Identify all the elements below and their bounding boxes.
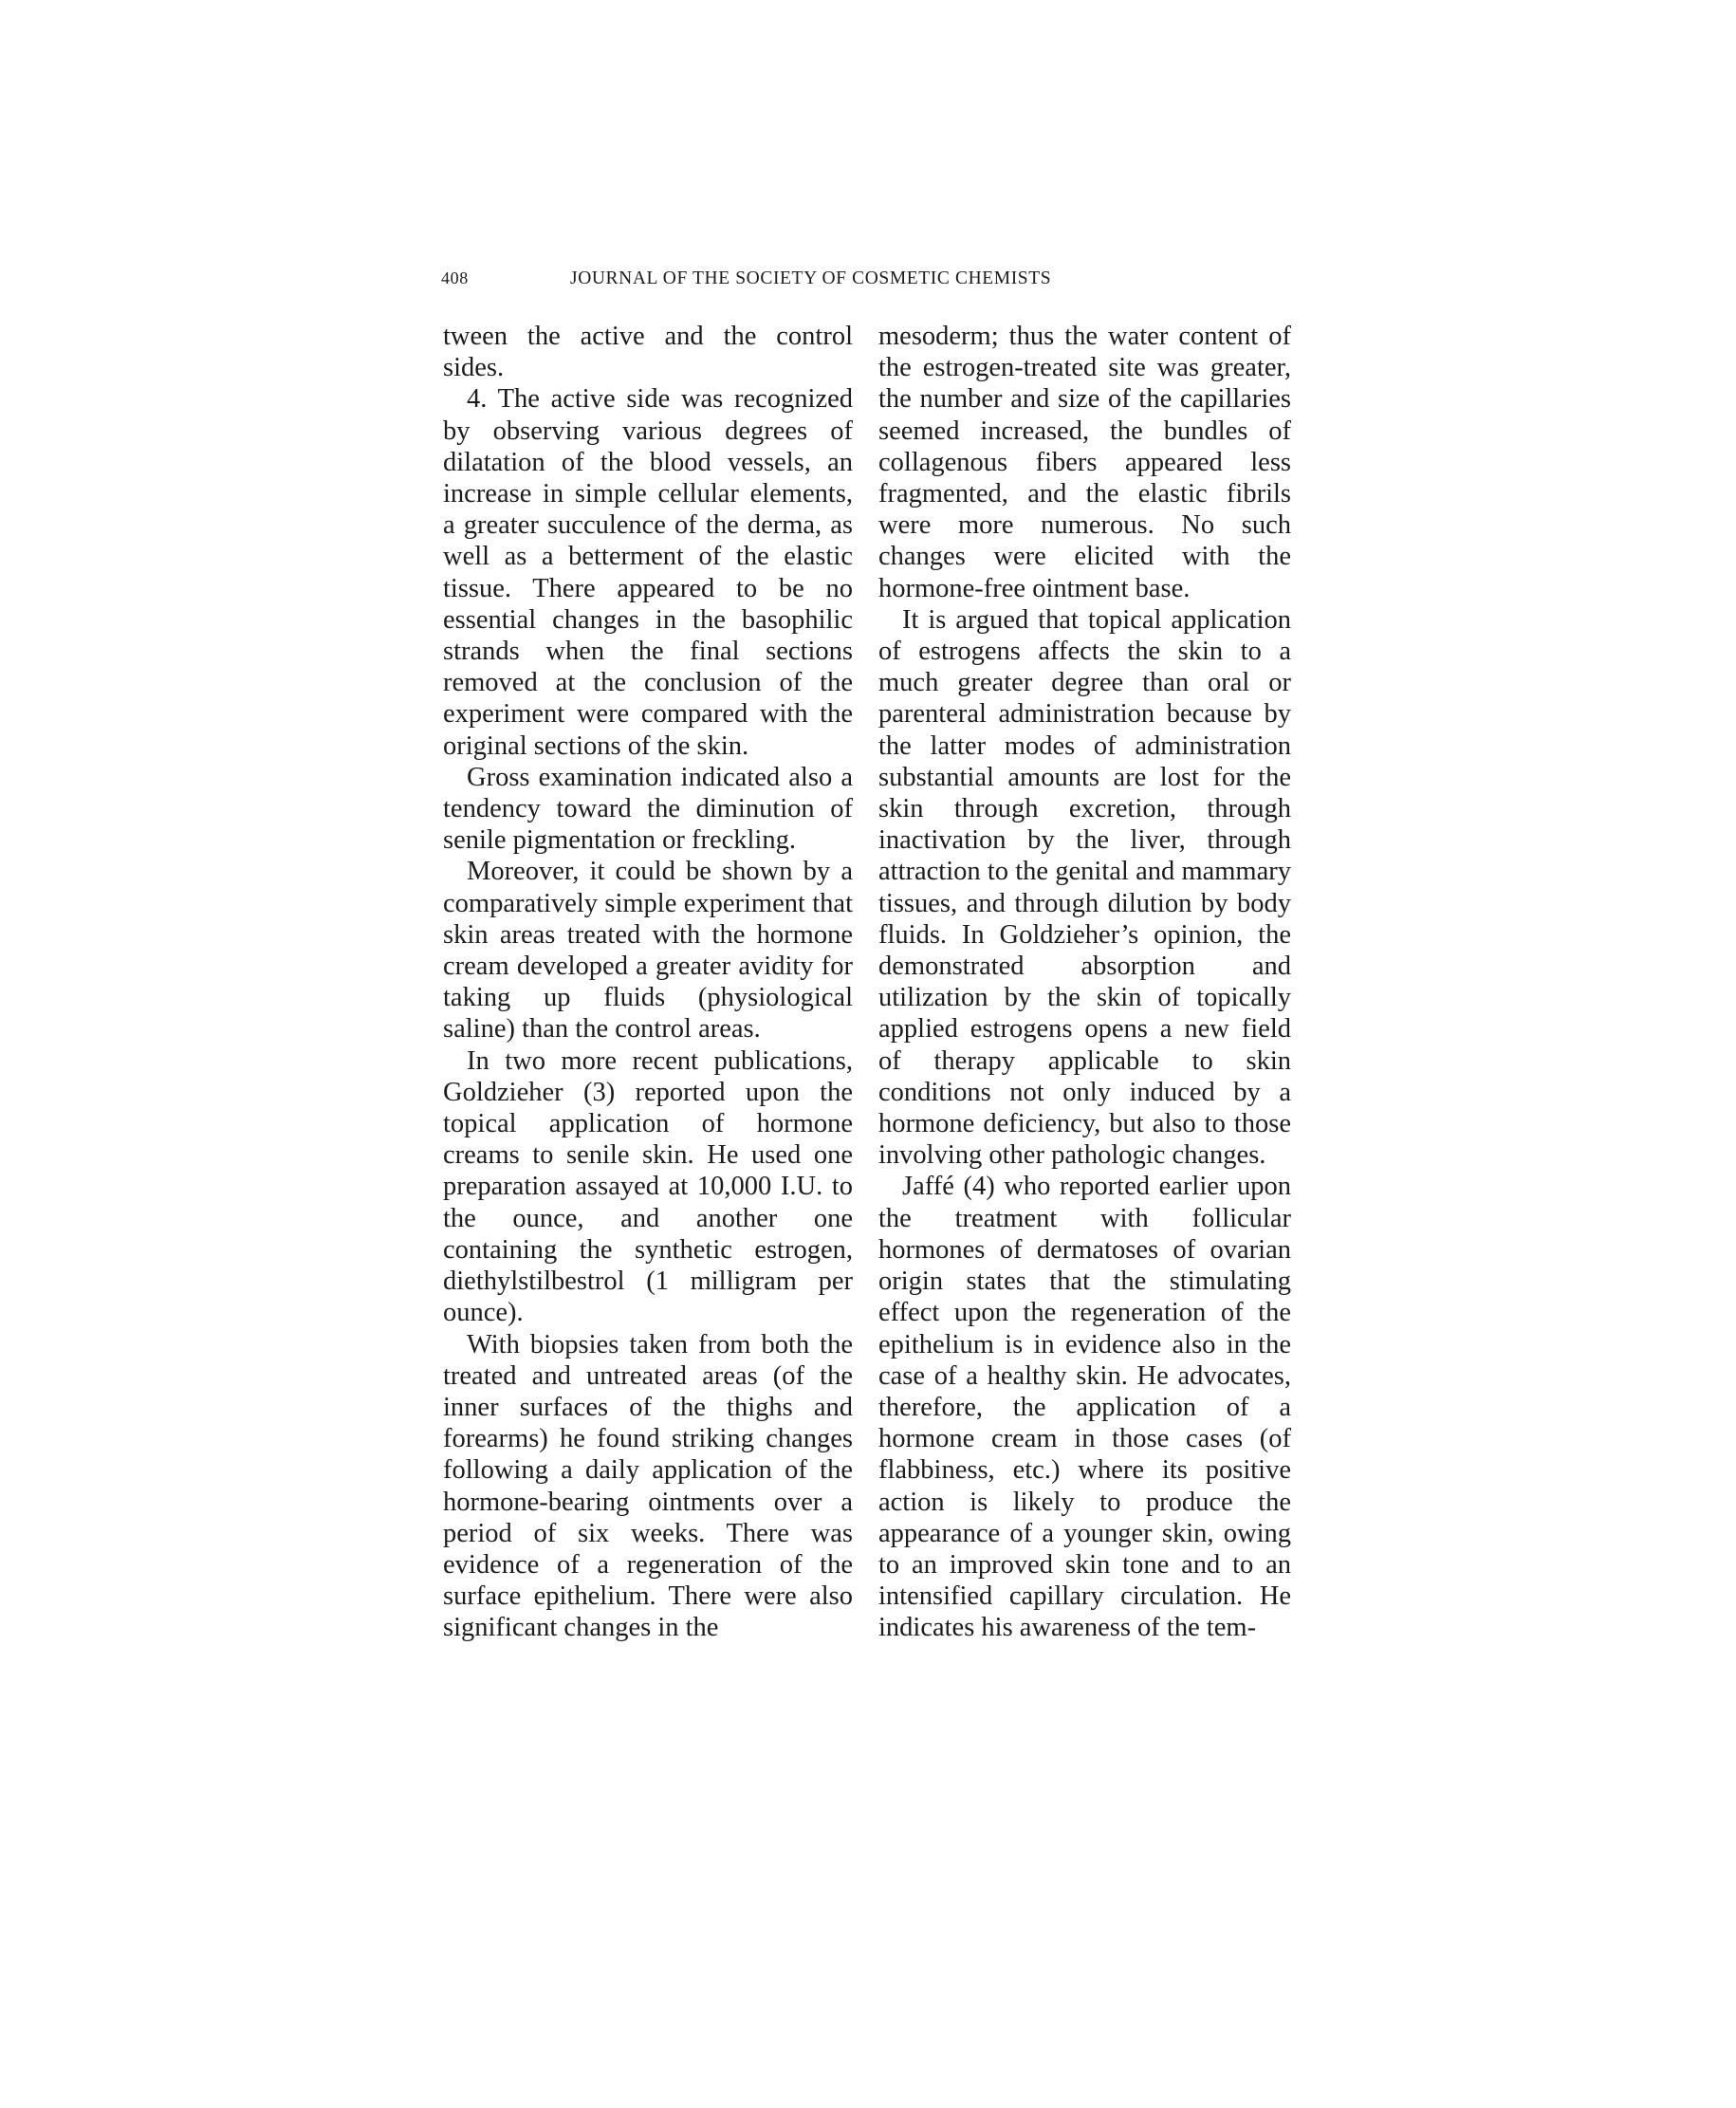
- paragraph: mesoderm; thus the water content of the estrogen-treated site was greater, the number and size of the capillaries seemed increased, the bundles of collagenous fibers appeared less fragmented, and the elastic fibrils were more numerous. No such changes were elicited with the hormone-free ointment base.: [878, 322, 1291, 603]
- paragraph: 4. The active side was recognized by observing various degrees of dilatation of the blood vessels, an increase in simple cellular elements, a greater succulence of the derma, as well as a betterment of the elastic tissue. There appeared to be no essential changes in the basophilic strands when the final sections removed at the conclusion of the experiment were compared with the original sections of the skin.: [443, 384, 853, 761]
- running-title: JOURNAL OF THE SOCIETY OF COSMETIC CHEMISTS: [570, 268, 1052, 288]
- paragraph: Gross examination indicated also a tendency toward the diminution of senile pigmentation or freckling.: [443, 762, 853, 856]
- paragraph: Jaffé (4) who reported earlier upon the treatment with follicular hormones of dermatoses of ovarian origin states that the stimulating effect upon the regeneration of the epithelium is in evidence also in the case of a healthy skin. He advocates, therefore, the application of a hormone cream in those cases (of flabbiness, etc.) where its positive action is likely to produce the appearance of a younger skin, owing to an improved skin tone and to an intensified capillary circulation. He indicates his awareness of the tem-: [878, 1172, 1291, 1643]
- paragraph: It is argued that topical application of estrogens affects the skin to a much greater degree than oral or parenteral administration because by the latter modes of administration substantial amounts are lost for the skin through excretion, through inactivation by the liver, through attraction to the genital and mammary tissues, and through dilution by body fluids. In Goldzieher’s opinion, the demonstrated absorption and utilization by the skin of topically applied estrogens opens a new field of therapy applicable to skin conditions not only induced by a hormone deficiency, but also to those involving other pathologic changes.: [878, 604, 1291, 1171]
- paragraph: With biopsies taken from both the treated and untreated areas (of the inner surfaces of the thighs and forearms) he found striking changes following a daily application of the hormone-bearing ointments over a period of six weeks. There was evidence of a regeneration of the surface epithelium. There were also significant changes in the: [443, 1329, 853, 1643]
- paragraph: tween the active and the control sides.: [443, 322, 853, 383]
- page-number: 408: [441, 268, 469, 287]
- paragraph: In two more recent publications, Goldzieher (3) reported upon the topical application of hormone creams to senile skin. He used one preparation assayed at 10,000 I.U. to the ounce, and another one containing the synthetic estrogen, diethylstilbestrol (1 milligram per ounce).: [443, 1045, 853, 1328]
- running-header: [441, 268, 1149, 299]
- right-column: [878, 321, 1291, 1644]
- left-column: [443, 321, 853, 1644]
- paragraph: Moreover, it could be shown by a comparatively simple experiment that skin areas treated with the hormone cream developed a greater avidity for taking up fluids (physiological saline) than the control areas.: [443, 857, 853, 1045]
